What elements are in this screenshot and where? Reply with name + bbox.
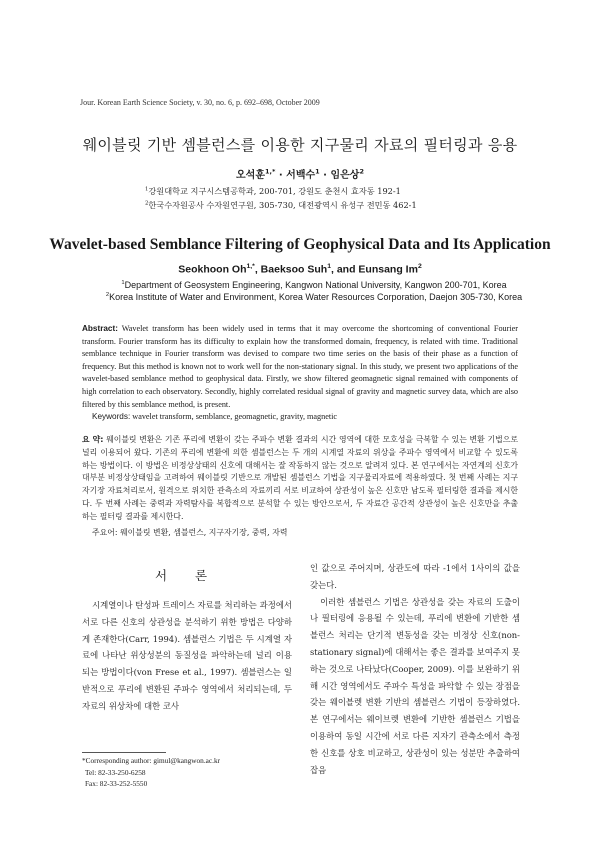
affiliation-marker: 1	[145, 186, 149, 193]
affiliation-text: 한국수자원공사 수자원연구원, 305-730, 대전광역시 유성구 전민동 462-1	[148, 200, 417, 210]
body-paragraph: 시계열이나 탄성파 트레이스 자료를 처리하는 과정에서 서로 다른 신호의 상관성을 분석하기 위한 방법은 다양하게 존재한다(Carr, 1994). 셈블런스 기법은 두 시계열 자료에 나타난 위상성분의 동질성을 파악하는데 널리 이용되는 방법이다(von Frese et al., 1997). 셈블런스는 일반적으로 푸리에 변환된 주파수 영역에서 처리되는데, 두 자료의 위상차에 대한 코사	[82, 600, 292, 711]
keywords	[92, 412, 522, 421]
korean-affiliation-1	[145, 186, 545, 197]
footnote	[82, 755, 292, 790]
abstract-label: Abstract:	[82, 324, 118, 333]
affiliation-marker: 2	[145, 200, 149, 207]
telephone: Tel: 82-33-250-6258	[85, 767, 146, 777]
body-column-left	[82, 597, 292, 715]
english-author-3: , and Eunsang Im	[331, 263, 418, 276]
korean-author-3: · 임은상	[319, 170, 360, 181]
body-column-right	[310, 560, 520, 778]
affiliation-text: Department of Geosystem Engineering, Kangwon National University, Kangwon 200-701, Korea	[124, 280, 507, 290]
english-author-1: Seokhoon Oh	[178, 263, 247, 276]
author-2-superscript: 1	[327, 263, 331, 270]
english-title: Wavelet-based Semblance Filtering of Geophysical Data and Its Application	[49, 236, 551, 253]
keywords-text: wavelet transform, semblance, geomagnetic, gravity, magnetic	[130, 412, 338, 421]
body-paragraph: 인 값으로 주어지며, 상관도에 따라 -1에서 1사이의 값을 갖는다.	[310, 563, 520, 590]
english-authors	[0, 263, 600, 276]
english-affiliation-1	[84, 280, 544, 290]
author-2-superscript: 1	[315, 167, 320, 176]
fax: Fax: 82-33-252-5550	[85, 779, 148, 788]
korean-author-2: · 서백수	[275, 170, 316, 181]
section-heading-introduction: 서 론	[154, 568, 220, 583]
author-3-superscript: 2	[359, 167, 364, 176]
korean-summary-label: 요 약:	[82, 435, 104, 444]
corresponding-author: *Corresponding author: gimul@kangwon.ac.kr	[82, 756, 221, 765]
korean-author-1: 오석훈	[236, 170, 265, 181]
body-paragraph: 이러한 셈블런스 기법은 상관성을 갖는 자료의 도출이나 필터링에 응용될 수 있는데, 푸리에 변환에 기반한 셈블런스 처리는 단기적 변동성을 갖는 비정상 신호(non-stationary signal)에 대해서는 좋은 결과를 보여주지 못하는 것으로 나타났다(Cooper, 2009). 이를 보완하기 위해 시간 영역에서도 주파수 특성을 파악할 수 있는 장점을 갖는 웨이블렛 변환 기반의 셈블런스 기법이 등장하였다. 본 연구에서는 웨이브렛 변환에 기반한 셈블런스 기법을 이용하여 동일 시간에 서로 다른 지자기 관측소에서 측정한 신호를 상호 비교하고, 상관성이 있는 성분만 추출하여 잡음	[310, 596, 520, 775]
affiliation-marker: 1	[121, 280, 125, 286]
affiliation-marker: 2	[105, 292, 110, 298]
author-1-superscript: 1,*	[265, 167, 276, 176]
korean-authors	[0, 166, 600, 181]
korean-keywords	[92, 527, 522, 538]
journal-reference: Jour. Korean Earth Science Society, v. 30, no. 6, p. 692–698, October 2009	[80, 98, 320, 107]
korean-summary-text: 웨이블릿 변환은 기존 푸리에 변환이 갖는 주파수 변환 결과의 시간 영역에 대한 모호성을 극복할 수 있는 변환 기법으로 널리 이용되어 왔다. 기존의 푸리에 변환에 의한 셈블런스는 두 개의 시계열 자료의 위상을 주파수 영역에서 비교할 수 있도록 하는 방법이다. 이 방법은 비정상상태의 신호에 대해서는 잘 작동하지 않는 것으로 알려져 있다. 본 연구에서는 자연계의 신호가 대부분 비정상상태임을 고려하여 웨이블릿 기반으로 개발된 셈블런스 기법을 지구물리자료에 적용하였다. 첫 번째 사례는 지구자기장 자료처리로서, 원격으로 위치한 관측소의 자료끼리 서로 비교하여 상관성이 높은 신호만 남도록 필터링한 결과를 제시한다. 두 번째 사례는 중력과 자력탐사를 복합적으로 분석할 수 있는 방안으로서, 두 자료간 공간적 상관성이 높은 신호만을 추출하는 필터링 결과를 제시한다.	[82, 435, 518, 521]
english-affiliation-2	[84, 292, 544, 302]
korean-keywords-label: 주요어:	[92, 528, 118, 537]
affiliation-text: Korea Institute of Water and Environment, Korea Water Resources Corporation, Daejon 305-730, Korea	[109, 292, 523, 302]
korean-affiliation-2	[145, 200, 545, 211]
abstract	[82, 323, 518, 411]
english-author-2: , Baeksoo Suh	[254, 263, 328, 276]
affiliation-text: 강원대학교 지구시스템공학과, 200-701, 강원도 춘천시 효자동 192-1	[148, 186, 401, 196]
korean-keywords-text: 웨이블릿 변환, 셈블런스, 지구자기장, 중력, 자력	[117, 528, 288, 537]
abstract-text: Wavelet transform has been widely used in terms that it may overcome the shortcoming of conventional Fourier transform. Fourier transform has its difficulty to explain how the transformed domain, frequency, is related with time. Traditional semblance technique in Fourier transform was devised to compare two time series on the basis of their phase as a function of frequency. But this method is known not to work well for the non-stationary signal. In this study, we present two applications of the wavelet-based semblance method to geophysical data. Firstly, we show filtered geomagnetic signal remained with components of high correlation to each observatory. Secondly, highly correlated residual signal of gravity and magnetic survey data, which are also filtered by this semblance method, is present.	[82, 324, 518, 409]
korean-title: 웨이블릿 기반 셈블런스를 이용한 지구물리 자료의 필터링과 응용	[82, 136, 518, 154]
korean-summary	[82, 434, 518, 524]
author-3-superscript: 2	[417, 263, 422, 270]
keywords-label: Keywords:	[92, 412, 131, 421]
footnote-divider	[82, 752, 166, 753]
author-1-superscript: 1,*	[246, 263, 255, 270]
